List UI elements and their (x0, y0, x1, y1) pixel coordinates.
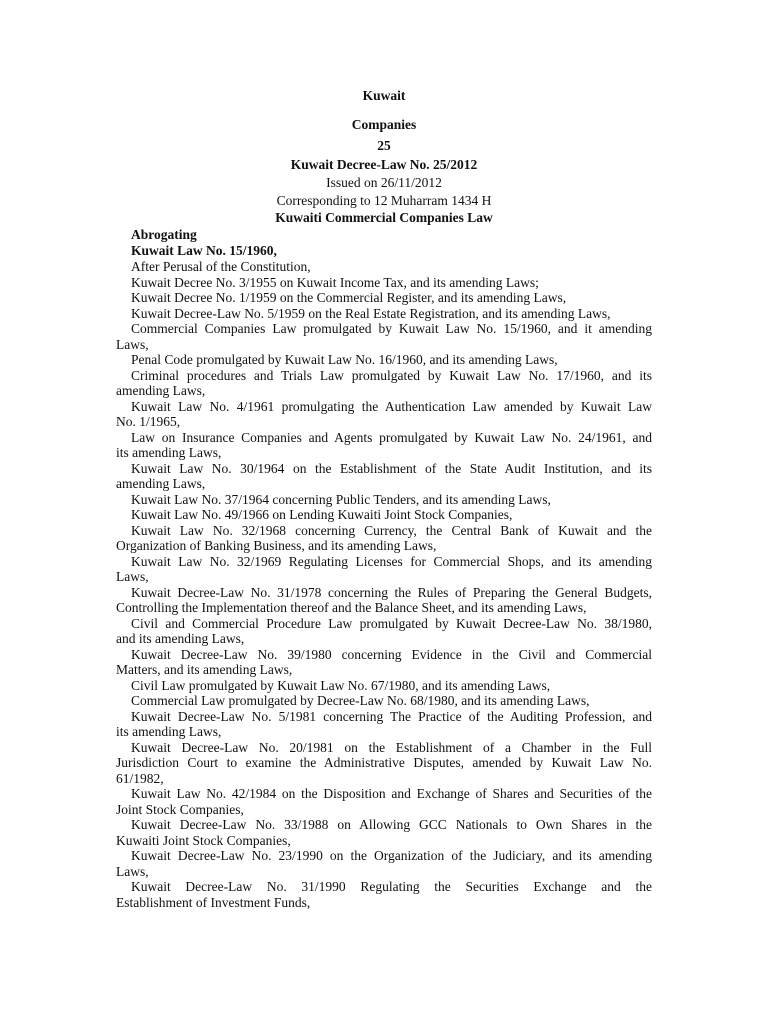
hijri-date: Corresponding to 12 Muharram 1434 H (276, 193, 492, 208)
body-line: Organization of Banking Business, and its amending Laws, (116, 538, 437, 553)
body-line: Kuwait Decree-Law No. 31/1978 concerning the Rules of Preparing the General Budgets, (131, 584, 652, 600)
body-line: Criminal procedures and Trials Law promulgated by Kuwait Law No. 17/1960, and its (131, 367, 652, 383)
body-line: Kuwait Law No. 42/1984 on the Disposition and Exchange of Shares and Securities of the (131, 786, 652, 801)
body-line: Kuwait Decree-Law No. 5/1981 concerning The Practice of the Auditing Profession, and (131, 708, 652, 724)
body-line: amending Laws, (116, 476, 206, 491)
body-line: Kuwait Decree-Law No. 33/1988 on Allowing GCC Nationals to Own Shares in the (131, 817, 652, 832)
body-line: Kuwait Decree-Law No. 31/1990 Regulating the Securities Exchange and the (131, 879, 652, 894)
body-line: Laws, (116, 569, 149, 584)
body-line: Kuwaiti Joint Stock Companies, (116, 832, 291, 848)
body-line: Commercial Law promulgated by Decree-Law No. 68/1980, and its amending Laws, (131, 693, 590, 708)
body-line: Kuwait Decree-Law No. 5/1959 on the Real Estate Registration, and its amending Laws, (131, 305, 611, 321)
body-line: Commercial Companies Law promulgated by Kuwait Law No. 15/1960, and it amending (131, 321, 652, 336)
body-line: Kuwait Decree-Law No. 23/1990 on the Organization of the Judiciary, and its amending (131, 848, 652, 863)
country-heading: Kuwait (362, 88, 406, 103)
body-line: No. 1/1965, (116, 414, 181, 429)
body-line: Civil and Commercial Procedure Law promulgated by Kuwait Decree-Law No. 38/1980, (131, 615, 652, 631)
body-line: Kuwait Law No. 30/1964 on the Establishment of the State Audit Institution, and its (131, 460, 652, 476)
body-line: Kuwait Law No. 49/1966 on Lending Kuwaiti Joint Stock Companies, (131, 507, 513, 522)
body-line: its amending Laws, (116, 445, 222, 460)
body-line: Laws, (116, 863, 149, 879)
body-line: Jurisdiction Court to examine the Administrative Disputes, amended by Kuwait Law No. (116, 755, 652, 770)
body-line: Kuwait Decree-Law No. 39/1980 concerning Evidence in the Civil and Commercial (131, 646, 652, 662)
body-line: Kuwait Law No. 32/1968 concerning Currency, the Central Bank of Kuwait and the (131, 522, 652, 538)
body-line: Laws, (116, 336, 149, 352)
law-title: Kuwaiti Commercial Companies Law (275, 210, 493, 225)
body-line: and its amending Laws, (116, 631, 245, 646)
body-line: amending Laws, (116, 383, 206, 398)
body-line: Kuwait Decree No. 3/1955 on Kuwait Income Tax, and its amending Laws; (131, 274, 539, 290)
body-line: Civil Law promulgated by Kuwait Law No. 67/1980, and its amending Laws, (131, 677, 551, 693)
body-line: Matters, and its amending Laws, (116, 662, 293, 677)
body-line: Kuwait Decree-Law No. 20/1981 on the Establishment of a Chamber in the Full (131, 739, 652, 755)
body-line: Kuwait Law No. 32/1969 Regulating Licenses for Commercial Shops, and its amending (131, 553, 652, 569)
category-heading: Companies (351, 117, 417, 132)
body-line: Penal Code promulgated by Kuwait Law No. 16/1960, and its amending Laws, (131, 352, 558, 367)
body-line: Law on Insurance Companies and Agents promulgated by Kuwait Law No. 24/1961, and (131, 429, 652, 445)
body-line: Establishment of Investment Funds, (116, 894, 311, 910)
body-line: Kuwait Law No. 37/1964 concerning Public Tenders, and its amending Laws, (131, 491, 551, 507)
decree-title: Kuwait Decree-Law No. 25/2012 (290, 157, 478, 172)
body-line: Joint Stock Companies, (116, 801, 244, 817)
body-line: Kuwait Decree No. 1/1959 on the Commercial Register, and its amending Laws, (131, 290, 567, 305)
category-number: 25 (377, 138, 391, 153)
body-line: Controlling the Implementation thereof and the Balance Sheet, and its amending Laws, (116, 600, 587, 615)
body-line: its amending Laws, (116, 724, 222, 739)
abrogated-law: Kuwait Law No. 15/1960, (131, 243, 277, 258)
body-line: Kuwait Law No. 4/1961 promulgating the Authentication Law amended by Kuwait Law (131, 398, 652, 414)
body-line: 61/1982, (116, 770, 164, 786)
issued-date: Issued on 26/11/2012 (326, 175, 442, 190)
body-line: After Perusal of the Constitution, (131, 259, 311, 274)
abrogating-label: Abrogating (131, 227, 197, 242)
